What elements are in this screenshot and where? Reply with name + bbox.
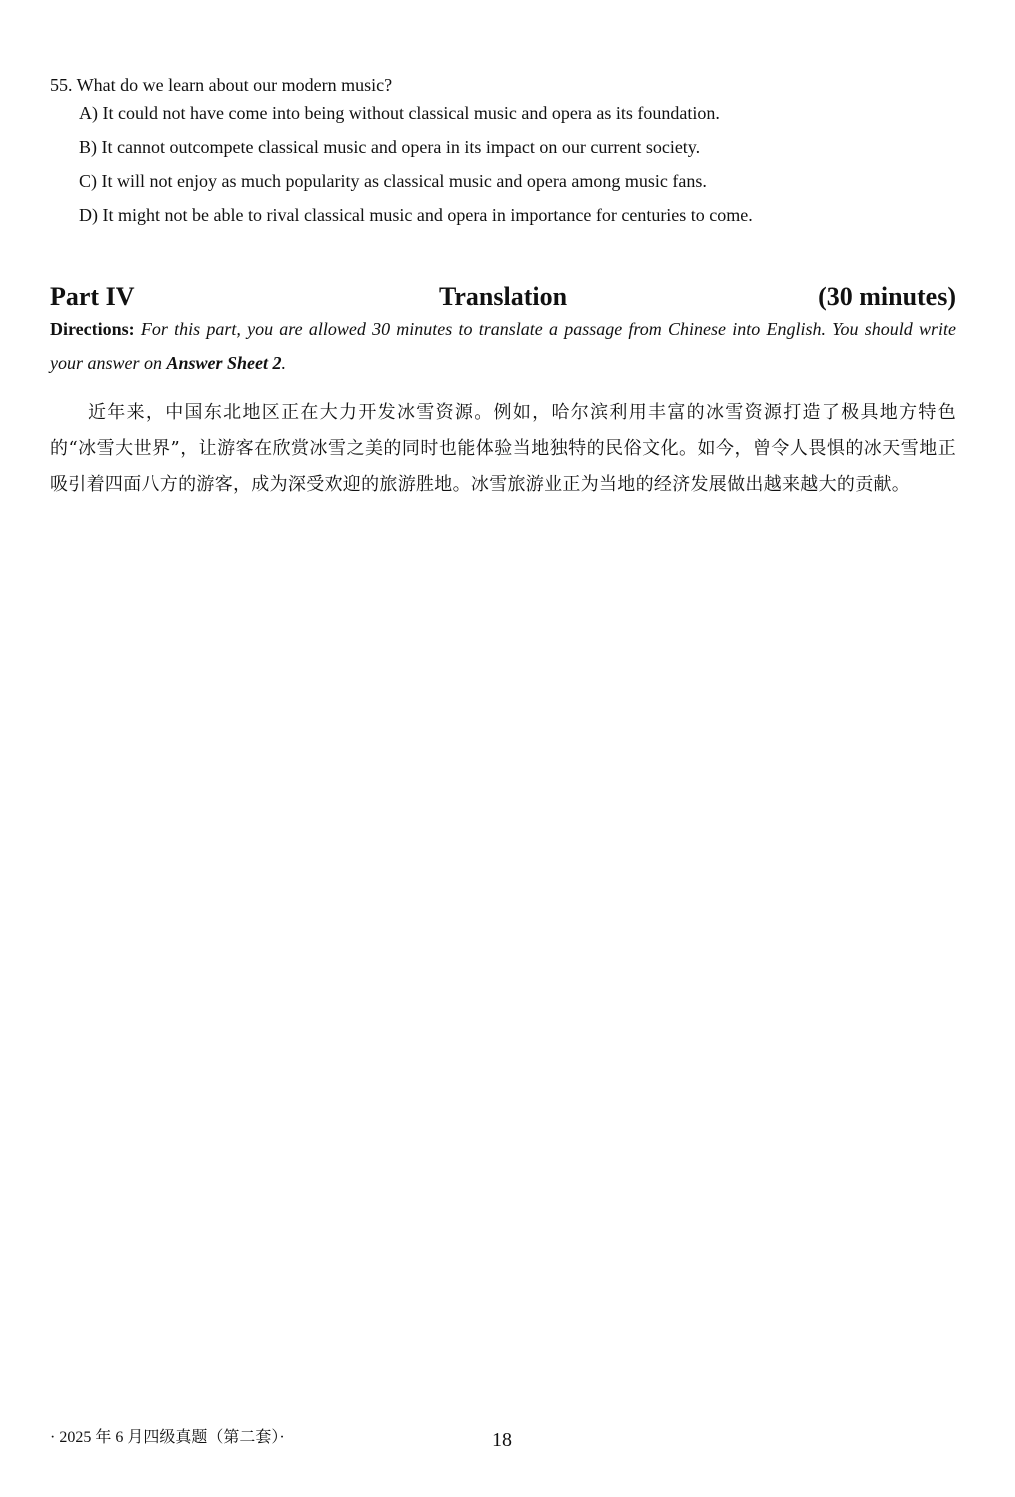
option-letter: D) — [79, 205, 98, 225]
option-c — [50, 168, 960, 202]
directions-label: Directions: — [50, 319, 135, 339]
part-title: Translation — [438, 282, 568, 311]
option-b — [50, 134, 960, 168]
answer-sheet-ref: Answer Sheet 2 — [166, 353, 282, 373]
option-text: It could not have come into being without classical music and opera as its foundation. — [102, 103, 720, 123]
translation-passage: 近年来，中国东北地区正在大力开发冰雪资源。例如，哈尔滨利用丰富的冰雪资源打造了极具地方特色的“冰雪大世界”，让游客在欣赏冰雪之美的同时也能体验当地独特的民俗文化。如今，曾令人畏惧的冰天雪地正吸引着四面八方的游客，成为深受欢迎的旅游胜地。冰雪旅游业正为当地的经济发展做出越来越大的贡献。 — [50, 402, 956, 495]
option-letter: A) — [79, 103, 98, 123]
footer-exam-info: · 2025 年 6 月四级真题（第二套）· — [50, 1429, 285, 1446]
option-text: It might not be able to rival classical music and opera in importance for centuries to come. — [102, 205, 753, 225]
option-letter: B) — [79, 137, 97, 157]
option-a — [50, 100, 960, 134]
option-text: It cannot outcompete classical music and opera in its impact on our current society. — [101, 137, 701, 157]
option-text: It will not enjoy as much popularity as classical music and opera among music fans. — [101, 171, 707, 191]
directions-text: For this part, you are allowed 30 minutes to translate a passage from Chinese into English. You should write your answer on — [50, 319, 956, 373]
part-time-limit: (30 minutes) — [818, 282, 956, 311]
directions — [50, 312, 956, 380]
part-header — [50, 280, 956, 314]
option-d — [50, 202, 960, 236]
directions-end: . — [281, 353, 287, 373]
page-number: 18 — [492, 1429, 512, 1451]
option-letter: C) — [79, 171, 97, 191]
part-number: Part IV — [50, 282, 135, 311]
question-stem: 55. What do we learn about our modern music? — [50, 75, 393, 95]
question-55 — [50, 72, 960, 236]
